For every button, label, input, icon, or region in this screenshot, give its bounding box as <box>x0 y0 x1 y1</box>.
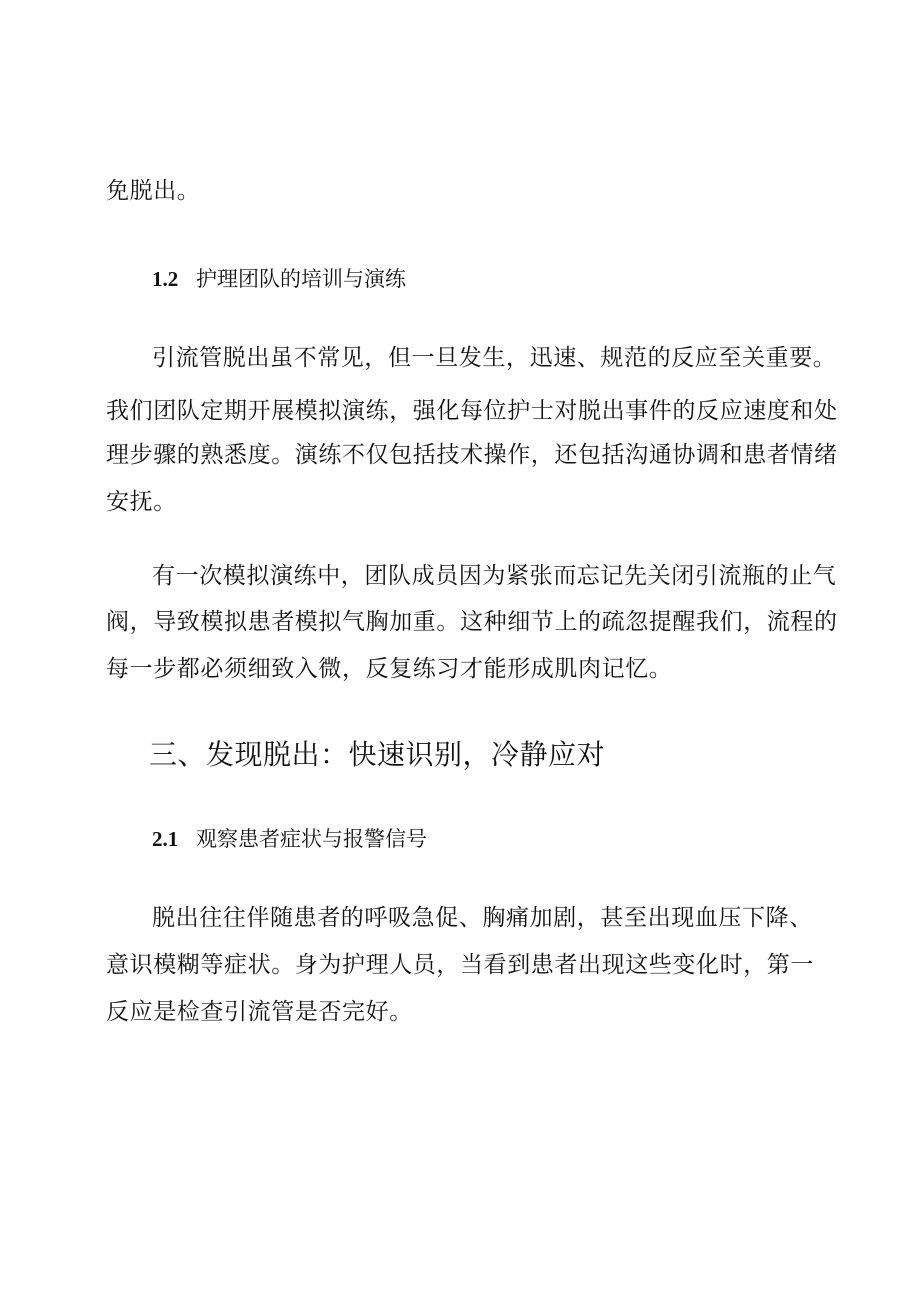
paragraph-line: 脱出往往伴随患者的呼吸急促、胸痛加剧，甚至出现血压下降、 <box>152 905 813 931</box>
paragraph-line: 安抚。 <box>106 489 177 515</box>
continuation-text: 免脱出。 <box>106 178 201 204</box>
paragraph-line: 引流管脱出虽不常见，但一旦发生，迅速、规范的反应至关重要。 <box>152 345 837 371</box>
section-title: 观察患者症状与报警信号 <box>196 827 427 851</box>
paragraph-line: 意识模糊等症状。身为护理人员，当看到患者出现这些变化时，第一 <box>106 952 814 978</box>
paragraph-line: 理步骤的熟悉度。演练不仅包括技术操作，还包括沟通协调和患者情绪 <box>106 442 838 468</box>
chapter-title: 三、发现脱出：快速识别，冷静应对 <box>149 738 606 771</box>
section-heading-2-1 <box>152 825 427 853</box>
section-number: 2.1 <box>152 827 179 851</box>
paragraph-line: 每一步都必须细致入微，反复练习才能形成肌肉记忆。 <box>106 656 673 682</box>
paragraph-line: 我们团队定期开展模拟演练，强化每位护士对脱出事件的反应速度和处 <box>106 398 838 424</box>
paragraph-line: 有一次模拟演练中，团队成员因为紧张而忘记先关闭引流瓶的止气 <box>152 563 837 589</box>
paragraph-line: 阀，导致模拟患者模拟气胸加重。这种细节上的疏忽提醒我们，流程的 <box>106 609 838 635</box>
section-title: 护理团队的培训与演练 <box>196 267 406 291</box>
section-number: 1.2 <box>152 267 179 291</box>
section-heading-1-2 <box>152 265 406 293</box>
paragraph-line: 反应是检查引流管是否完好。 <box>106 999 413 1025</box>
